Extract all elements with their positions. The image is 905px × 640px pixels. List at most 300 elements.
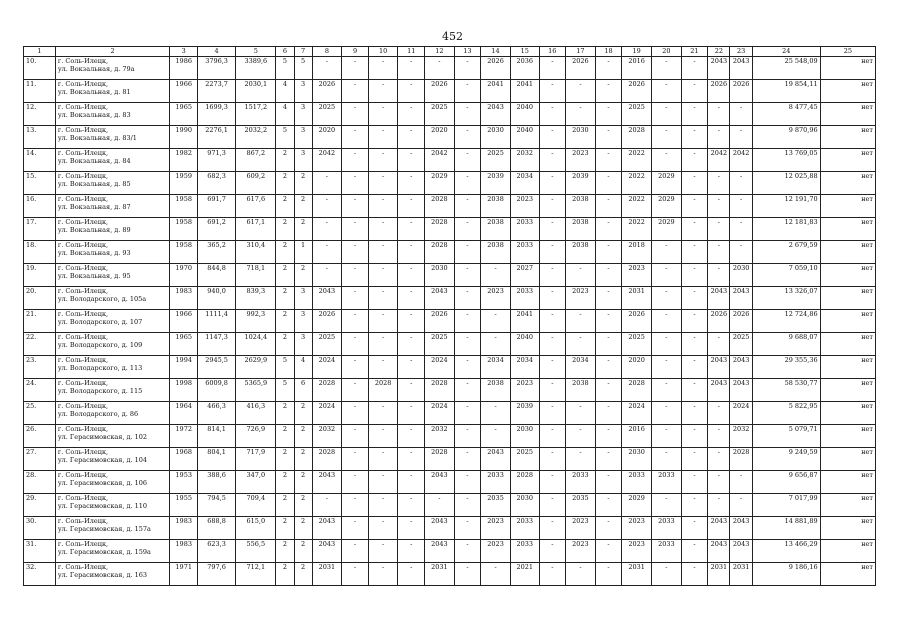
cell-col-16: - [539, 402, 566, 425]
cell-col-8: 2043 [312, 471, 342, 494]
address-city: г. Соль-Илецк, [57, 402, 109, 410]
address-cell [55, 448, 170, 471]
cell-col-13: - [454, 448, 481, 471]
cell-col-13: - [454, 103, 481, 126]
cell-col-9: - [342, 540, 369, 563]
row-number: 12. [24, 103, 56, 126]
cell-col-24: 7 017,99 [752, 494, 820, 517]
cell-col-8: 2025 [312, 103, 342, 126]
cell-col-15: 2023 [510, 379, 539, 402]
cell-col-25: нет [820, 425, 875, 448]
column-header-19: 19 [622, 47, 652, 57]
cell-col-8: 2042 [312, 149, 342, 172]
cell-col-13: - [454, 563, 481, 586]
cell-col-3: 1972 [170, 425, 198, 448]
cell-col-6: 2 [276, 448, 294, 471]
cell-col-16: - [539, 310, 566, 333]
cell-col-21: - [681, 80, 708, 103]
cell-col-16: - [539, 333, 566, 356]
cell-col-14: - [481, 264, 511, 287]
cell-col-22: - [708, 264, 730, 287]
cell-col-7: 2 [294, 563, 312, 586]
cell-col-3: 1964 [170, 402, 198, 425]
cell-col-16: - [539, 195, 566, 218]
cell-col-9: - [342, 494, 369, 517]
address-cell [55, 195, 170, 218]
cell-col-25: нет [820, 241, 875, 264]
address-cell [55, 172, 170, 195]
cell-col-6: 2 [276, 402, 294, 425]
cell-col-24: 9 186,16 [752, 563, 820, 586]
cell-col-4: 794,5 [197, 494, 235, 517]
cell-col-7: 2 [294, 540, 312, 563]
cell-col-18: - [595, 471, 622, 494]
cell-col-25: нет [820, 310, 875, 333]
table-row [24, 241, 876, 264]
cell-col-19: 2023 [622, 540, 652, 563]
address-cell [55, 402, 170, 425]
address-city: г. Соль-Илецк, [57, 448, 109, 456]
cell-col-11: - [398, 126, 425, 149]
cell-col-6: 5 [276, 57, 294, 80]
cell-col-24: 5 079,71 [752, 425, 820, 448]
column-header-9: 9 [342, 47, 369, 57]
cell-col-10: - [368, 471, 398, 494]
cell-col-10: - [368, 103, 398, 126]
address-cell [55, 103, 170, 126]
cell-col-13: - [454, 540, 481, 563]
cell-col-9: - [342, 402, 369, 425]
cell-col-5: 1024,4 [236, 333, 276, 356]
cell-col-24: 9 688,07 [752, 333, 820, 356]
cell-col-5: 709,4 [236, 494, 276, 517]
column-header-5: 5 [236, 47, 276, 57]
cell-col-8: 2031 [312, 563, 342, 586]
cell-col-23: 2030 [730, 264, 752, 287]
cell-col-15: 2033 [510, 241, 539, 264]
cell-col-16: - [539, 80, 566, 103]
cell-col-20: 2033 [651, 471, 681, 494]
cell-col-20: - [651, 103, 681, 126]
cell-col-16: - [539, 356, 566, 379]
cell-col-11: - [398, 540, 425, 563]
address-cell [55, 57, 170, 80]
cell-col-12: 2028 [424, 195, 454, 218]
cell-col-21: - [681, 563, 708, 586]
address-city: г. Соль-Илецк, [57, 471, 109, 479]
cell-col-14: 2034 [481, 356, 511, 379]
cell-col-19: 2023 [622, 264, 652, 287]
cell-col-18: - [595, 218, 622, 241]
cell-col-24: 12 025,88 [752, 172, 820, 195]
address-street: ул. Вокзальная, д. 81 [57, 88, 131, 96]
cell-col-10: - [368, 448, 398, 471]
column-header-20: 20 [651, 47, 681, 57]
address-street: ул. Герасимовская, д. 102 [57, 433, 148, 441]
cell-col-8: - [312, 218, 342, 241]
cell-col-18: - [595, 241, 622, 264]
cell-col-22: - [708, 333, 730, 356]
cell-col-24: 25 548,09 [752, 57, 820, 80]
cell-col-15: 2021 [510, 563, 539, 586]
cell-col-9: - [342, 563, 369, 586]
cell-col-6: 2 [276, 310, 294, 333]
cell-col-20: - [651, 425, 681, 448]
cell-col-13: - [454, 287, 481, 310]
address-street: ул. Герасимовская, д. 159а [57, 548, 151, 556]
address-cell [55, 356, 170, 379]
cell-col-9: - [342, 356, 369, 379]
cell-col-6: 2 [276, 563, 294, 586]
cell-col-13: - [454, 80, 481, 103]
cell-col-10: - [368, 540, 398, 563]
cell-col-7: 2 [294, 264, 312, 287]
cell-col-15: 2033 [510, 540, 539, 563]
address-city: г. Соль-Илецк, [57, 425, 109, 433]
column-header-16: 16 [539, 47, 566, 57]
cell-col-18: - [595, 356, 622, 379]
cell-col-5: 1517,2 [236, 103, 276, 126]
cell-col-15: 2040 [510, 333, 539, 356]
cell-col-20: - [651, 80, 681, 103]
cell-col-12: 2032 [424, 425, 454, 448]
cell-col-8: 2043 [312, 287, 342, 310]
cell-col-19: 2016 [622, 57, 652, 80]
cell-col-22: 2043 [708, 356, 730, 379]
cell-col-22: - [708, 471, 730, 494]
cell-col-6: 2 [276, 517, 294, 540]
cell-col-23: 2026 [730, 310, 752, 333]
cell-col-15: 2023 [510, 195, 539, 218]
cell-col-12: 2043 [424, 517, 454, 540]
cell-col-10: - [368, 287, 398, 310]
cell-col-9: - [342, 57, 369, 80]
cell-col-21: - [681, 195, 708, 218]
cell-col-21: - [681, 448, 708, 471]
cell-col-5: 609,2 [236, 172, 276, 195]
cell-col-17: 2038 [566, 241, 596, 264]
cell-col-21: - [681, 264, 708, 287]
cell-col-10: - [368, 310, 398, 333]
cell-col-6: 4 [276, 103, 294, 126]
column-header-18: 18 [595, 47, 622, 57]
cell-col-25: нет [820, 333, 875, 356]
address-cell [55, 517, 170, 540]
cell-col-5: 726,9 [236, 425, 276, 448]
cell-col-12: 2043 [424, 471, 454, 494]
cell-col-16: - [539, 103, 566, 126]
cell-col-11: - [398, 517, 425, 540]
address-street: ул. Вокзальная, д. 85 [57, 180, 131, 188]
cell-col-12: 2020 [424, 126, 454, 149]
cell-col-17: - [566, 103, 596, 126]
cell-col-16: - [539, 149, 566, 172]
row-number: 22. [24, 333, 56, 356]
cell-col-5: 416,3 [236, 402, 276, 425]
row-number: 26. [24, 425, 56, 448]
address-street: ул. Володарского, д. 113 [57, 364, 143, 372]
cell-col-23: - [730, 218, 752, 241]
cell-col-4: 388,6 [197, 471, 235, 494]
cell-col-17: - [566, 402, 596, 425]
cell-col-17: 2033 [566, 471, 596, 494]
cell-col-3: 1966 [170, 310, 198, 333]
cell-col-3: 1983 [170, 287, 198, 310]
cell-col-8: - [312, 57, 342, 80]
cell-col-9: - [342, 126, 369, 149]
cell-col-15: 2033 [510, 218, 539, 241]
cell-col-23: 2032 [730, 425, 752, 448]
cell-col-11: - [398, 333, 425, 356]
cell-col-19: 2022 [622, 149, 652, 172]
cell-col-18: - [595, 57, 622, 80]
cell-col-19: 2031 [622, 287, 652, 310]
address-cell [55, 287, 170, 310]
cell-col-6: 2 [276, 287, 294, 310]
cell-col-16: - [539, 264, 566, 287]
cell-col-10: - [368, 126, 398, 149]
cell-col-17: - [566, 264, 596, 287]
cell-col-24: 12 724,86 [752, 310, 820, 333]
table-row [24, 172, 876, 195]
cell-col-18: - [595, 195, 622, 218]
cell-col-10: - [368, 425, 398, 448]
cell-col-25: нет [820, 563, 875, 586]
cell-col-12: 2025 [424, 103, 454, 126]
cell-col-24: 9 870,96 [752, 126, 820, 149]
cell-col-4: 1147,3 [197, 333, 235, 356]
cell-col-17: 2023 [566, 287, 596, 310]
address-street: ул. Вокзальная, д. 84 [57, 157, 131, 165]
cell-col-25: нет [820, 402, 875, 425]
cell-col-4: 940,0 [197, 287, 235, 310]
cell-col-15: 2041 [510, 310, 539, 333]
cell-col-3: 1968 [170, 448, 198, 471]
address-street: ул. Володарского, д. 86 [57, 410, 139, 418]
table-row [24, 264, 876, 287]
cell-col-6: 2 [276, 195, 294, 218]
cell-col-13: - [454, 218, 481, 241]
address-city: г. Соль-Илецк, [57, 149, 109, 157]
cell-col-5: 347,0 [236, 471, 276, 494]
cell-col-14: 2043 [481, 103, 511, 126]
cell-col-11: - [398, 448, 425, 471]
column-header-7: 7 [294, 47, 312, 57]
housing-repair-table [23, 46, 876, 586]
cell-col-17: 2038 [566, 218, 596, 241]
cell-col-24: 9 656,87 [752, 471, 820, 494]
address-city: г. Соль-Илецк, [57, 80, 109, 88]
cell-col-14: - [481, 563, 511, 586]
cell-col-16: - [539, 471, 566, 494]
cell-col-8: 2028 [312, 448, 342, 471]
cell-col-18: - [595, 264, 622, 287]
cell-col-20: - [651, 379, 681, 402]
cell-col-15: 2040 [510, 103, 539, 126]
cell-col-22: - [708, 195, 730, 218]
table-row [24, 494, 876, 517]
address-street: ул. Герасимовская, д. 110 [57, 502, 148, 510]
cell-col-10: - [368, 563, 398, 586]
cell-col-23: - [730, 471, 752, 494]
address-city: г. Соль-Илецк, [57, 103, 109, 111]
cell-col-14: 2026 [481, 57, 511, 80]
cell-col-11: - [398, 563, 425, 586]
address-cell [55, 379, 170, 402]
cell-col-22: 2043 [708, 540, 730, 563]
cell-col-16: - [539, 379, 566, 402]
cell-col-10: - [368, 218, 398, 241]
cell-col-10: - [368, 241, 398, 264]
cell-col-11: - [398, 264, 425, 287]
cell-col-11: - [398, 172, 425, 195]
cell-col-4: 971,3 [197, 149, 235, 172]
address-city: г. Соль-Илецк, [57, 310, 109, 318]
cell-col-14: 2038 [481, 379, 511, 402]
cell-col-23: 2028 [730, 448, 752, 471]
address-city: г. Соль-Илецк, [57, 494, 109, 502]
cell-col-11: - [398, 494, 425, 517]
cell-col-9: - [342, 333, 369, 356]
cell-col-9: - [342, 218, 369, 241]
cell-col-16: - [539, 540, 566, 563]
cell-col-25: нет [820, 195, 875, 218]
row-number: 27. [24, 448, 56, 471]
address-city: г. Соль-Илецк, [57, 195, 109, 203]
cell-col-21: - [681, 241, 708, 264]
cell-col-7: 6 [294, 379, 312, 402]
cell-col-22: 2031 [708, 563, 730, 586]
cell-col-5: 867,2 [236, 149, 276, 172]
cell-col-12: 2043 [424, 287, 454, 310]
cell-col-25: нет [820, 494, 875, 517]
cell-col-7: 2 [294, 494, 312, 517]
address-street: ул. Вокзальная, д. 79а [57, 65, 135, 73]
cell-col-4: 814,1 [197, 425, 235, 448]
cell-col-13: - [454, 333, 481, 356]
cell-col-19: 2024 [622, 402, 652, 425]
cell-col-20: 2029 [651, 172, 681, 195]
cell-col-7: 3 [294, 80, 312, 103]
column-header-21: 21 [681, 47, 708, 57]
cell-col-4: 2945,5 [197, 356, 235, 379]
address-city: г. Соль-Илецк, [57, 287, 109, 295]
cell-col-21: - [681, 126, 708, 149]
cell-col-6: 5 [276, 126, 294, 149]
cell-col-5: 310,4 [236, 241, 276, 264]
cell-col-7: 3 [294, 310, 312, 333]
cell-col-19: 2023 [622, 517, 652, 540]
cell-col-12: 2026 [424, 80, 454, 103]
cell-col-25: нет [820, 126, 875, 149]
table-row [24, 448, 876, 471]
cell-col-19: 2029 [622, 494, 652, 517]
cell-col-13: - [454, 494, 481, 517]
cell-col-14: 2023 [481, 517, 511, 540]
cell-col-19: 2022 [622, 195, 652, 218]
cell-col-23: 2043 [730, 540, 752, 563]
cell-col-7: 3 [294, 126, 312, 149]
cell-col-5: 556,5 [236, 540, 276, 563]
cell-col-14: - [481, 333, 511, 356]
cell-col-18: - [595, 494, 622, 517]
address-street: ул. Вокзальная, д. 89 [57, 226, 131, 234]
cell-col-6: 2 [276, 471, 294, 494]
cell-col-12: 2024 [424, 402, 454, 425]
cell-col-18: - [595, 103, 622, 126]
column-header-4: 4 [197, 47, 235, 57]
address-street: ул. Вокзальная, д. 83 [57, 111, 131, 119]
cell-col-22: - [708, 448, 730, 471]
cell-col-5: 839,3 [236, 287, 276, 310]
cell-col-11: - [398, 149, 425, 172]
cell-col-15: 2025 [510, 448, 539, 471]
cell-col-13: - [454, 241, 481, 264]
cell-col-19: 2018 [622, 241, 652, 264]
cell-col-17: 2035 [566, 494, 596, 517]
cell-col-12: 2024 [424, 356, 454, 379]
cell-col-8: 2026 [312, 310, 342, 333]
cell-col-13: - [454, 517, 481, 540]
cell-col-18: - [595, 402, 622, 425]
cell-col-11: - [398, 379, 425, 402]
cell-col-16: - [539, 494, 566, 517]
table-row [24, 218, 876, 241]
cell-col-4: 2273,7 [197, 80, 235, 103]
address-cell [55, 425, 170, 448]
column-header-1: 1 [24, 47, 56, 57]
cell-col-19: 2022 [622, 218, 652, 241]
table-header [24, 47, 876, 57]
cell-col-8: 2024 [312, 402, 342, 425]
cell-col-13: - [454, 195, 481, 218]
cell-col-14: 2041 [481, 80, 511, 103]
cell-col-6: 2 [276, 540, 294, 563]
cell-col-7: 2 [294, 402, 312, 425]
cell-col-25: нет [820, 103, 875, 126]
cell-col-11: - [398, 195, 425, 218]
table-row [24, 540, 876, 563]
cell-col-18: - [595, 425, 622, 448]
address-city: г. Соль-Илецк, [57, 379, 109, 387]
cell-col-6: 2 [276, 333, 294, 356]
cell-col-5: 617,1 [236, 218, 276, 241]
cell-col-14: 2035 [481, 494, 511, 517]
table-row [24, 57, 876, 80]
cell-col-3: 1955 [170, 494, 198, 517]
cell-col-8: - [312, 494, 342, 517]
cell-col-22: - [708, 126, 730, 149]
address-cell [55, 241, 170, 264]
address-city: г. Соль-Илецк, [57, 264, 109, 272]
cell-col-11: - [398, 402, 425, 425]
cell-col-14: - [481, 402, 511, 425]
cell-col-7: 2 [294, 195, 312, 218]
cell-col-18: - [595, 448, 622, 471]
cell-col-24: 13 466,29 [752, 540, 820, 563]
cell-col-22: 2043 [708, 379, 730, 402]
cell-col-18: - [595, 80, 622, 103]
cell-col-25: нет [820, 264, 875, 287]
table-row [24, 379, 876, 402]
cell-col-4: 797,6 [197, 563, 235, 586]
cell-col-22: - [708, 172, 730, 195]
address-street: ул. Володарского, д. 107 [57, 318, 143, 326]
cell-col-22: - [708, 425, 730, 448]
cell-col-10: - [368, 57, 398, 80]
cell-col-18: - [595, 172, 622, 195]
cell-col-4: 682,3 [197, 172, 235, 195]
